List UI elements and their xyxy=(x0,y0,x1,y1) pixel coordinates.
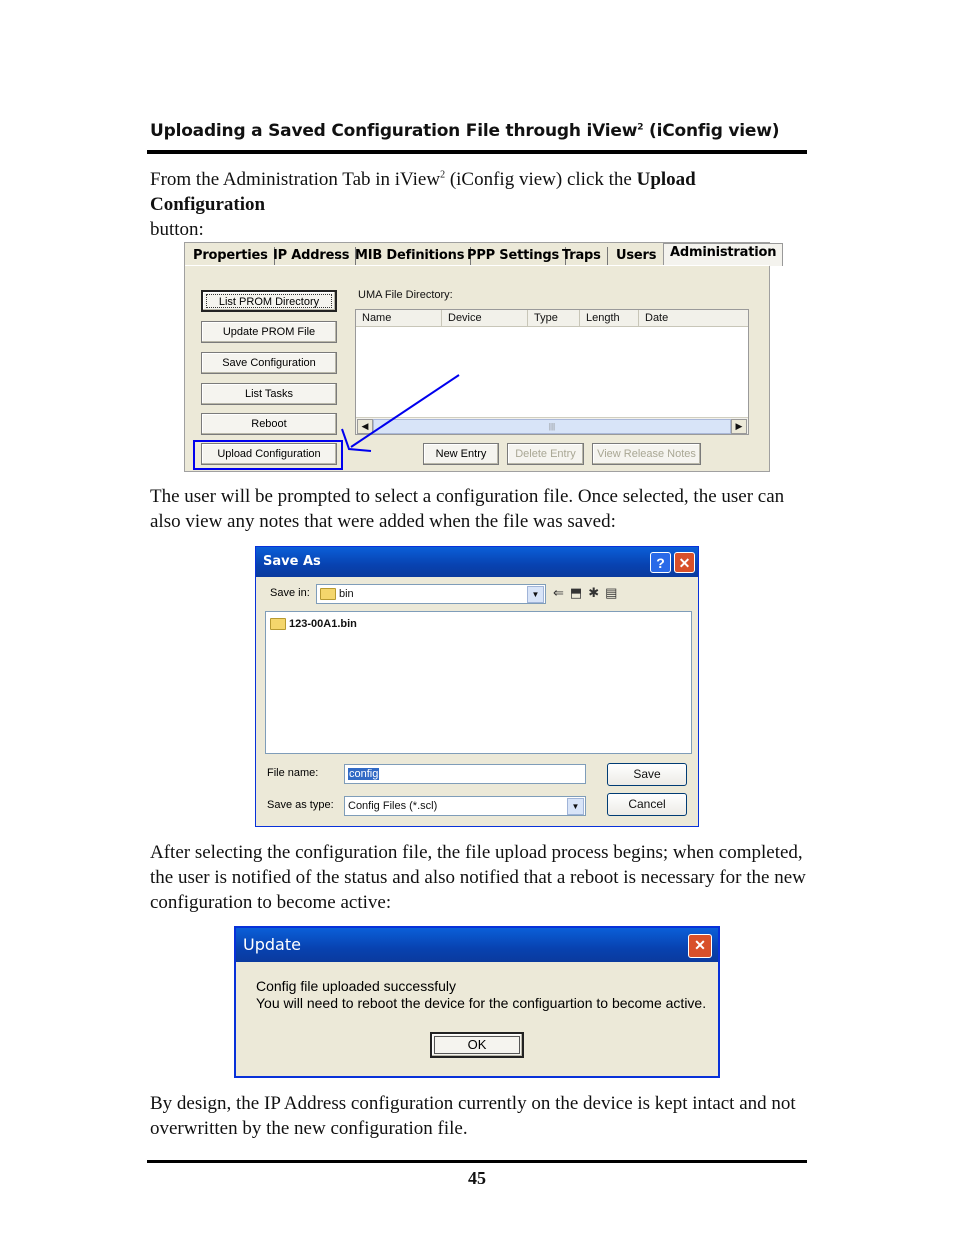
ok-label: OK xyxy=(467,1037,487,1052)
folder-icon xyxy=(270,618,286,630)
scroll-right-icon[interactable]: ▶ xyxy=(731,419,747,434)
cancel-button[interactable]: Cancel xyxy=(607,793,687,816)
view-menu-icon[interactable]: ▤ xyxy=(605,585,624,600)
save-configuration-button[interactable]: Save Configuration xyxy=(201,352,337,374)
tab-mib-definitions[interactable]: MIB Definitions xyxy=(349,247,471,265)
scroll-thumb[interactable]: ||| xyxy=(373,419,731,434)
page-number: 45 xyxy=(468,1168,486,1188)
upload-process-paragraph: After selecting the configuration file, the file upload process begins; when completed, the user is notified of the status and also notified that a reboot is necessary for the new configuration to become active: xyxy=(150,842,806,913)
file-name-value: config xyxy=(349,768,379,780)
tab-ppp-settings[interactable]: PPP Settings xyxy=(461,247,566,265)
update-prom-file-button[interactable]: Update PROM File xyxy=(201,321,337,343)
file-name-label: File name: xyxy=(267,767,319,779)
tab-properties[interactable]: Properties xyxy=(187,247,275,265)
list-prom-directory-button[interactable] xyxy=(201,290,337,312)
update-dialog xyxy=(234,926,720,1078)
save-as-titlebar xyxy=(256,547,698,577)
scroll-left-icon[interactable]: ◀ xyxy=(357,419,373,434)
reboot-button[interactable]: Reboot xyxy=(201,413,337,435)
close-icon[interactable]: ✕ xyxy=(688,934,712,958)
chevron-down-icon[interactable]: ▼ xyxy=(567,798,584,815)
update-titlebar xyxy=(236,928,718,962)
save-as-type-dropdown[interactable] xyxy=(344,796,586,816)
update-message-line1: Config file uploaded successfuly xyxy=(256,978,457,994)
up-folder-icon[interactable]: ⬒ xyxy=(569,585,589,600)
close-icon[interactable]: ✕ xyxy=(674,552,695,573)
bottom-rule xyxy=(147,1160,807,1163)
folder-icon xyxy=(320,588,336,600)
list-item[interactable] xyxy=(270,618,357,630)
save-as-dialog xyxy=(255,546,699,827)
section-heading: Uploading a Saved Configuration File through iView$^2$ (iConfig view) xyxy=(150,121,780,141)
file-item-label: 123-00A1.bin xyxy=(289,618,357,630)
help-icon[interactable]: ? xyxy=(650,552,671,573)
ok-button[interactable] xyxy=(430,1032,524,1058)
tab-divider xyxy=(185,265,769,266)
prompt-paragraph: The user will be prompted to select a configuration file. Once selected, the user can also view any notes that were added when the file was saved: xyxy=(150,486,785,532)
top-rule xyxy=(147,150,807,154)
view-release-notes-button[interactable]: View Release Notes xyxy=(592,443,701,465)
save-button[interactable]: Save xyxy=(607,763,687,786)
save-in-dropdown[interactable] xyxy=(316,584,546,604)
save-in-value: bin xyxy=(339,588,354,600)
ip-address-paragraph: By design, the IP Address configuration currently on the device is kept intact and not overwritten by the new configuration file. xyxy=(150,1093,796,1139)
column-date[interactable]: Date xyxy=(639,310,748,327)
iconfig-admin-screenshot xyxy=(184,242,777,472)
save-as-type-label: Save as type: xyxy=(267,799,334,811)
upload-configuration-button[interactable]: Upload Configuration xyxy=(201,443,337,465)
tab-users[interactable]: Users xyxy=(616,248,657,263)
new-entry-button[interactable]: New Entry xyxy=(423,443,499,465)
save-in-label: Save in: xyxy=(270,587,310,599)
intro-paragraph: From the Administration Tab in iView$^2$ (iConfig view) click the Upload Configuration button: xyxy=(150,169,696,240)
update-message-line2: You will need to reboot the device for the configuartion to become active. xyxy=(256,995,707,1011)
list-tasks-button[interactable]: List Tasks xyxy=(201,383,337,405)
update-title: Update xyxy=(243,935,301,954)
tab-administration[interactable]: Administration xyxy=(663,243,783,266)
toolbar-icons xyxy=(553,585,623,601)
file-list[interactable] xyxy=(265,611,692,754)
upload-highlight-box xyxy=(193,440,343,470)
chevron-down-icon[interactable]: ▼ xyxy=(527,586,544,603)
column-name[interactable]: Name xyxy=(356,310,442,327)
list-prom-label: List PROM Directory xyxy=(218,296,320,308)
uma-file-directory-label: UMA File Directory: xyxy=(358,289,453,301)
save-as-title: Save As xyxy=(263,554,321,569)
save-as-type-value: Config Files (*.scl) xyxy=(348,800,438,812)
tab-bar xyxy=(185,243,777,267)
delete-entry-button[interactable]: Delete Entry xyxy=(507,443,584,465)
back-icon[interactable]: ⇐ xyxy=(553,585,570,600)
column-length[interactable]: Length xyxy=(580,310,639,327)
tab-ip-address[interactable]: IP Address xyxy=(267,247,356,265)
tab-traps[interactable]: Traps xyxy=(556,247,608,265)
file-name-input[interactable] xyxy=(344,764,586,784)
column-type[interactable]: Type xyxy=(528,310,580,327)
column-device[interactable]: Device xyxy=(442,310,528,327)
new-folder-icon[interactable]: ✱ xyxy=(588,585,606,600)
